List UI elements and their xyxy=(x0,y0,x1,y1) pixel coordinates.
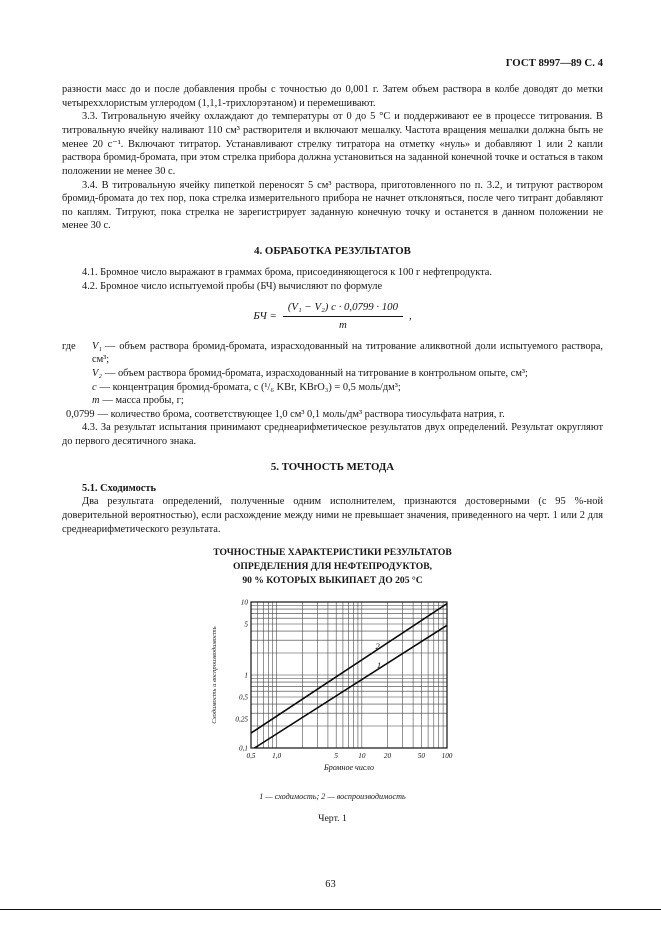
figure-title-line-3: 90 % КОТОРЫХ ВЫКИПАЕТ ДО 205 °С xyxy=(242,574,423,586)
figure-title-line-2: ОПРЕДЕЛЕНИЯ ДЛЯ НЕФТЕПРОДУКТОВ, xyxy=(232,560,433,572)
svg-text:50: 50 xyxy=(417,752,425,761)
definition-term: 0,0799 xyxy=(66,408,95,420)
formula-fraction xyxy=(283,300,403,331)
svg-text:2: 2 xyxy=(375,640,380,651)
figure-chart xyxy=(62,594,603,826)
figure-caption: Черт. 1 xyxy=(318,812,347,824)
svg-text:10: 10 xyxy=(357,752,365,761)
definition-00799 xyxy=(62,408,603,422)
definition-v1 xyxy=(62,340,603,367)
svg-text:0,5: 0,5 xyxy=(238,693,248,702)
formula-lhs: БЧ = xyxy=(253,309,277,322)
paragraph-4-1: 4.1. Бромное число выражают в граммах брома, присоединяющегося к 100 г нефтепродукта. xyxy=(82,267,493,279)
paragraph-5-1: Два результата определений, полученные одним исполнителем, признаются достоверными (с 95 %-ной доверительной вероятностью), если расхождение между ними не превышает значения, приведенного на черт. 1 или 2 для среднеарифметического результата. xyxy=(62,496,603,535)
formula-numerator: (V₁ − V₂) c · 0,0799 · 100 xyxy=(283,300,403,316)
svg-text:1: 1 xyxy=(376,660,381,671)
section-4-title: 4. ОБРАБОТКА РЕЗУЛЬТАТОВ xyxy=(254,245,411,258)
paragraph-4-2: 4.2. Бромное число испытуемой пробы (БЧ) вычисляют по формуле xyxy=(82,280,383,292)
svg-text:5: 5 xyxy=(243,620,248,629)
section-5-title: 5. ТОЧНОСТЬ МЕТОДА xyxy=(270,460,395,473)
svg-text:1: 1 xyxy=(243,671,248,680)
page-bottom-rule xyxy=(0,909,661,910)
definition-c xyxy=(62,381,603,395)
paragraph-3-3: 3.3. Титровальную ячейку охлаждают до температуры от 0 до 5 °С и поддерживают ее в процессе титрования. В титровальную ячейку наливают 110 см³ растворителя и включают мешалку. Частота вращения мешалки должна быть не менее 20 с⁻¹. Включают титратор. Устанавливают стрелку титратора на отметку «нуль» и добавляют 1 или 2 капли раствора бромид-бромата, при этом стрелка прибора должна установиться на заданной конечной точке и остаться в таком положении не менее 30 с. xyxy=(62,111,603,177)
svg-text:5: 5 xyxy=(333,752,338,761)
paragraph-4-3: 4.3. За результат испытания принимают среднеарифметическое результатов двух определений. Результат округляют до первого десятичного знака. xyxy=(62,422,603,448)
paragraph-3-4: 3.4. В титровальную ячейку пипеткой переносят 5 см³ раствора, приготовленного по п. 3.2, и титруют раствором бромид-бромата до тех пор, пока стрелка измерительного прибора не начнет отклоняться, после чего титрант добавляют по каплям. Титруют, пока стрелка не зарегистрирует заданную конечную точку и останется в данном положении не менее 30 с. xyxy=(62,179,603,232)
doc-reference: ГОСТ 8997—89 С. 4 xyxy=(505,57,603,69)
definition-v2 xyxy=(62,367,603,381)
definition-term: V₁ xyxy=(92,340,102,352)
precision-log-log-chart xyxy=(207,594,459,788)
definition-term: V₂ xyxy=(92,367,102,379)
figure-legend: 1 — сходимость; 2 — воспроизводимость xyxy=(259,792,406,802)
page-number: 63 xyxy=(325,879,336,890)
formula-denominator: m xyxy=(339,318,347,331)
svg-text:0,25: 0,25 xyxy=(234,715,248,724)
formula-definitions xyxy=(62,340,603,422)
definition-term: m xyxy=(92,395,100,407)
paragraph-continuation: разности масс до и после добавления пробы с точностью до 0,001 г. Затем объем раствора в колбе доводят до метки четыреххлористым углеродом (1,1,1-трихлорэтаном) и перемешивают. xyxy=(62,84,603,109)
subsection-5-1-title: 5.1. Сходимость xyxy=(82,482,156,494)
formula-trailing-comma: , xyxy=(408,309,412,322)
svg-text:20: 20 xyxy=(383,752,391,761)
definition-text: — количество брома, соответствующее 1,0 см³ 0,1 моль/дм³ раствора тиосульфата натрия, г. xyxy=(97,408,505,420)
definition-text: — объем раствора бромид-бромата, израсходованный на титрование аликвотной доли испытуемого раствора, см³; xyxy=(92,340,603,366)
svg-text:10: 10 xyxy=(240,598,248,607)
svg-text:1,0: 1,0 xyxy=(271,752,281,761)
definition-text: — масса пробы, г; xyxy=(102,395,184,407)
figure-title-line-1: ТОЧНОСТНЫЕ ХАРАКТЕРИСТИКИ РЕЗУЛЬТАТОВ xyxy=(213,547,452,559)
definition-lead: где xyxy=(62,340,76,352)
svg-text:Бромное число: Бромное число xyxy=(323,763,374,773)
svg-text:100: 100 xyxy=(441,752,452,761)
svg-text:0,5: 0,5 xyxy=(246,752,255,761)
definition-text: — объем раствора бромид-бромата, израсходованный на титрование в контрольном опыте, см³; xyxy=(104,367,528,379)
definition-m xyxy=(62,394,603,408)
doc-header xyxy=(62,56,603,70)
figure-title xyxy=(62,546,603,587)
svg-text:0,1: 0,1 xyxy=(238,744,248,753)
svg-text:Сходимость и воспроизводимость: Сходимость и воспроизводимость xyxy=(210,626,218,724)
definition-term: c xyxy=(92,381,97,393)
definition-text: — концентрация бромид-бромата, c (¹/₆ KBr, KBrO₃) = 0,5 моль/дм³; xyxy=(99,381,401,393)
bromine-number-formula xyxy=(62,300,603,331)
